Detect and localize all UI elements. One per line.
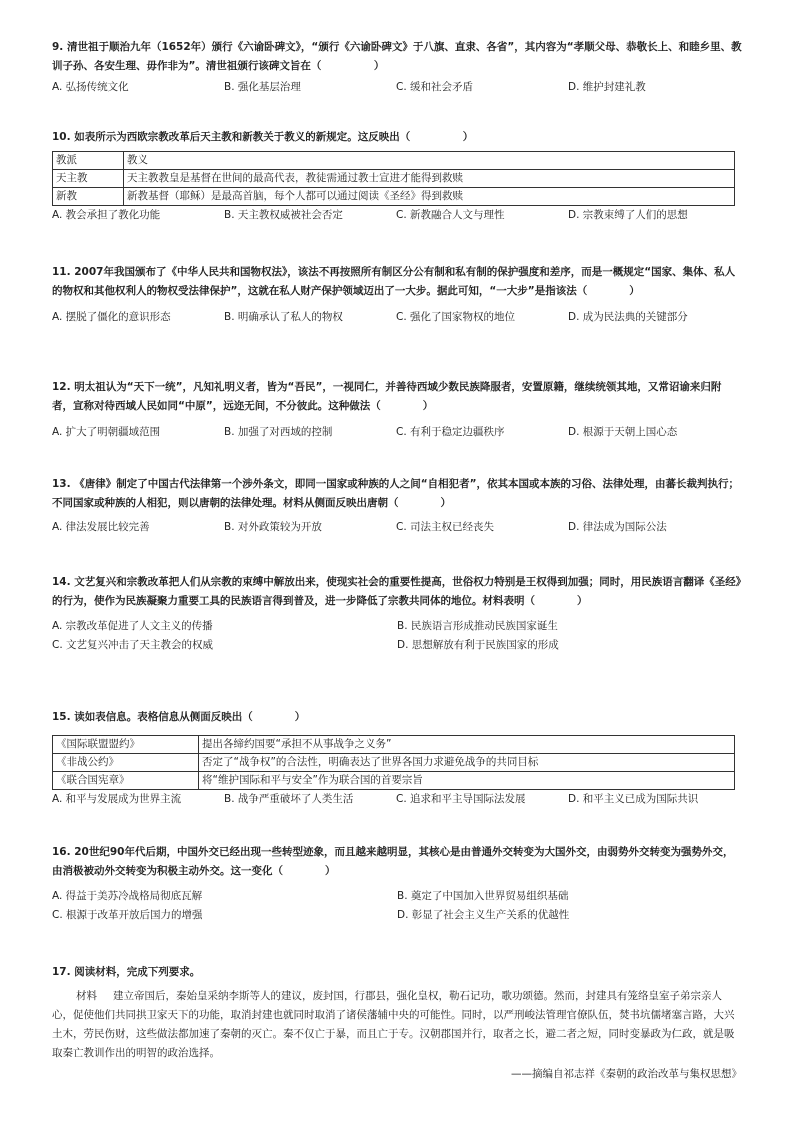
question-13-stem: 13. 《唐律》制定了中国古代法律第一个涉外条文，即同一国家或种族的人之间“自相犯者”，依其本国或本族的习俗、法律处理，由蕃长裁判执行；不同国家或种族的人相犯，则以唐朝的法律处理。材料从侧面反映出唐朝（ ）: [52, 478, 740, 509]
table-cell: 提出各缔约国要“承担不从事战争之义务”: [199, 736, 735, 754]
table-row: [53, 152, 735, 170]
question-14: [52, 573, 742, 655]
question-17: [52, 963, 742, 1084]
question-9-stem: 9. 清世祖于顺治九年（1652年）颁行《六谕卧碑文》，“颁行《六谕卧碑文》于八旗、直隶、各省”，其内容为“孝顺父母、恭敬长上、和睦乡里、教训子孙、各安生理、毋作非为”。清世祖颁行该碑文旨在（ ）: [52, 41, 742, 72]
option-c[interactable]: C. 追求和平主导国际法发展: [396, 793, 526, 805]
material-label: 材料: [76, 990, 97, 1002]
question-13-options: [52, 519, 742, 536]
option-a[interactable]: A. 扩大了明朝疆域范围: [52, 426, 161, 438]
table-cell: 新教基督（耶稣）是最高首脑，每个人都可以通过阅读《圣经》得到救赎: [124, 188, 735, 206]
option-a[interactable]: A. 教会承担了教化功能: [52, 209, 161, 221]
table-cell: 天主教教皇是基督在世间的最高代表，教徒需通过教士宣进才能得到救赎: [124, 170, 735, 188]
table-cell: 否定了“战争权”的合法性，明确表达了世界各国力求避免战争的共同目标: [199, 754, 735, 772]
option-b[interactable]: B. 对外政策较为开放: [224, 521, 322, 533]
question-12-options: [52, 424, 742, 441]
table-row: [53, 170, 735, 188]
question-10-stem: 10. 如表所示为西欧宗教改革后天主教和新教关于教义的新规定。这反映出（ ）: [52, 131, 474, 143]
question-15-options: [52, 791, 742, 808]
option-d[interactable]: D. 维护封建礼教: [568, 81, 646, 93]
table-cell: 教派: [53, 152, 124, 170]
table-cell: 《联合国宪章》: [53, 772, 199, 790]
question-10-table: [52, 151, 735, 206]
option-b[interactable]: B. 天主教权威被社会否定: [224, 209, 343, 221]
table-row: [53, 772, 735, 790]
option-b[interactable]: B. 加强了对西域的控制: [224, 426, 333, 438]
option-c[interactable]: C. 缓和社会矛盾: [396, 81, 474, 93]
question-14-options: [52, 617, 742, 655]
table-cell: 教义: [124, 152, 735, 170]
question-9: [52, 38, 742, 96]
option-d[interactable]: D. 思想解放有利于民族国家的形成: [397, 639, 559, 651]
option-a[interactable]: A. 弘扬传统文化: [52, 81, 129, 93]
material-text: 建立帝国后，秦始皇采纳李斯等人的建议，废封国，行郡县，强化皇权，勒石记功，歌功颂德。然而，封建具有笼络皇室子弟宗亲人心，促使他们共同拱卫家天下的功能，取消封建也就同时取消了诸侯藩辅中央的可能性。同时，以严刑峻法管理官僚队伍，焚书坑儒堵塞言路，大兴土木，劳民伤财，这些做法都加速了秦朝的灭亡。秦不仅亡于暴，而且亡于专。汉朝郡国并行，取者之长，避二者之短，同时变暴政为仁政，就是吸取秦亡教训作出的明智的政治选择。: [52, 990, 735, 1059]
option-c[interactable]: C. 有利于稳定边疆秩序: [396, 426, 505, 438]
table-row: [53, 754, 735, 772]
option-b[interactable]: B. 强化基层治理: [224, 81, 301, 93]
question-15: [52, 708, 742, 808]
option-a[interactable]: A. 摆脱了僵化的意识形态: [52, 311, 171, 323]
question-16: [52, 843, 742, 925]
question-11-options: [52, 309, 742, 326]
table-cell: 新教: [53, 188, 124, 206]
question-16-stem: 16. 20世纪90年代后期，中国外交已经出现一些转型迹象，而且越来越明显，其核心是由普通外交转变为大国外交，由弱势外交转变为强势外交，由消极被动外交转变为积极主动外交。这一变化（ ）: [52, 846, 734, 877]
question-15-table: [52, 735, 735, 790]
question-16-options: [52, 887, 742, 925]
option-a[interactable]: A. 律法发展比较完善: [52, 521, 150, 533]
option-d[interactable]: D. 彰显了社会主义生产关系的优越性: [397, 909, 570, 921]
option-c[interactable]: C. 司法主权已经丧失: [396, 521, 495, 533]
option-a[interactable]: A. 和平与发展成为世界主流: [52, 793, 182, 805]
question-10: [52, 128, 742, 224]
question-12: [52, 378, 742, 441]
option-c[interactable]: C. 强化了国家物权的地位: [396, 311, 516, 323]
option-d[interactable]: D. 成为民法典的关键部分: [568, 311, 688, 323]
material-source: ——摘编自祁志祥《秦朝的政治改革与集权思想》: [511, 1068, 742, 1080]
question-10-options: [52, 207, 742, 224]
option-b[interactable]: B. 民族语言形成推动民族国家诞生: [397, 620, 558, 632]
question-9-options: [52, 79, 742, 96]
table-row: [53, 188, 735, 206]
option-c[interactable]: C. 根源于改革开放后国力的增强: [52, 909, 203, 921]
option-b[interactable]: B. 战争严重破坏了人类生活: [224, 793, 354, 805]
question-14-stem: 14. 文艺复兴和宗教改革把人们从宗教的束缚中解放出来，使现实社会的重要性提高，世俗权力特别是王权得到加强；同时，用民族语言翻译《圣经》的行为，使作为民族凝聚力重要工具的民族语言得到普及，进一步降低了宗教共同体的地位。材料表明（ ）: [52, 576, 742, 607]
table-cell: 将“维护国际和平与安全”作为联合国的首要宗旨: [199, 772, 735, 790]
material-paragraph: [52, 987, 742, 1063]
option-a[interactable]: A. 得益于美苏冷战格局彻底瓦解: [52, 890, 203, 902]
option-c[interactable]: C. 文艺复兴冲击了天主教会的权威: [52, 639, 214, 651]
option-d[interactable]: D. 律法成为国际公法: [568, 521, 667, 533]
table-cell: 《非战公约》: [53, 754, 199, 772]
option-d[interactable]: D. 和平主义已成为国际共识: [568, 793, 699, 805]
question-13: [52, 475, 742, 536]
option-d[interactable]: D. 根源于天朝上国心态: [568, 426, 678, 438]
option-c[interactable]: C. 新教融合人文与理性: [396, 209, 505, 221]
question-11: [52, 263, 742, 326]
question-11-stem: 11. 2007年我国颁布了《中华人民共和国物权法》，该法不再按照所有制区分公有制和私有制的保护强度和差序，而是一概规定“国家、集体、私人的物权和其他权利人的物权受法律保护”，这就在私人财产保护领域迈出了一大步。据此可知，“一大步”是指该法（ ）: [52, 266, 736, 297]
table-row: [53, 736, 735, 754]
option-a[interactable]: A. 宗教改革促进了人文主义的传播: [52, 620, 213, 632]
table-cell: 《国际联盟盟约》: [53, 736, 199, 754]
table-cell: 天主教: [53, 170, 124, 188]
question-12-stem: 12. 明太祖认为“天下一统”，凡知礼明义者，皆为“吾民”，一视同仁，并善待西域少数民族降服者，安置原籍，继续统领其地，又常诏谕来归附者，宣称对待西域人民如同“中原”，远迩无间，不分彼此。这种做法（ ）: [52, 381, 722, 412]
option-b[interactable]: B. 明确承认了私人的物权: [224, 311, 343, 323]
question-17-stem: 17. 阅读材料，完成下列要求。: [52, 966, 201, 978]
option-b[interactable]: B. 奠定了中国加入世界贸易组织基础: [397, 890, 569, 902]
question-15-stem: 15. 读如表信息。表格信息从侧面反映出（ ）: [52, 711, 306, 723]
option-d[interactable]: D. 宗教束缚了人们的思想: [568, 209, 688, 221]
